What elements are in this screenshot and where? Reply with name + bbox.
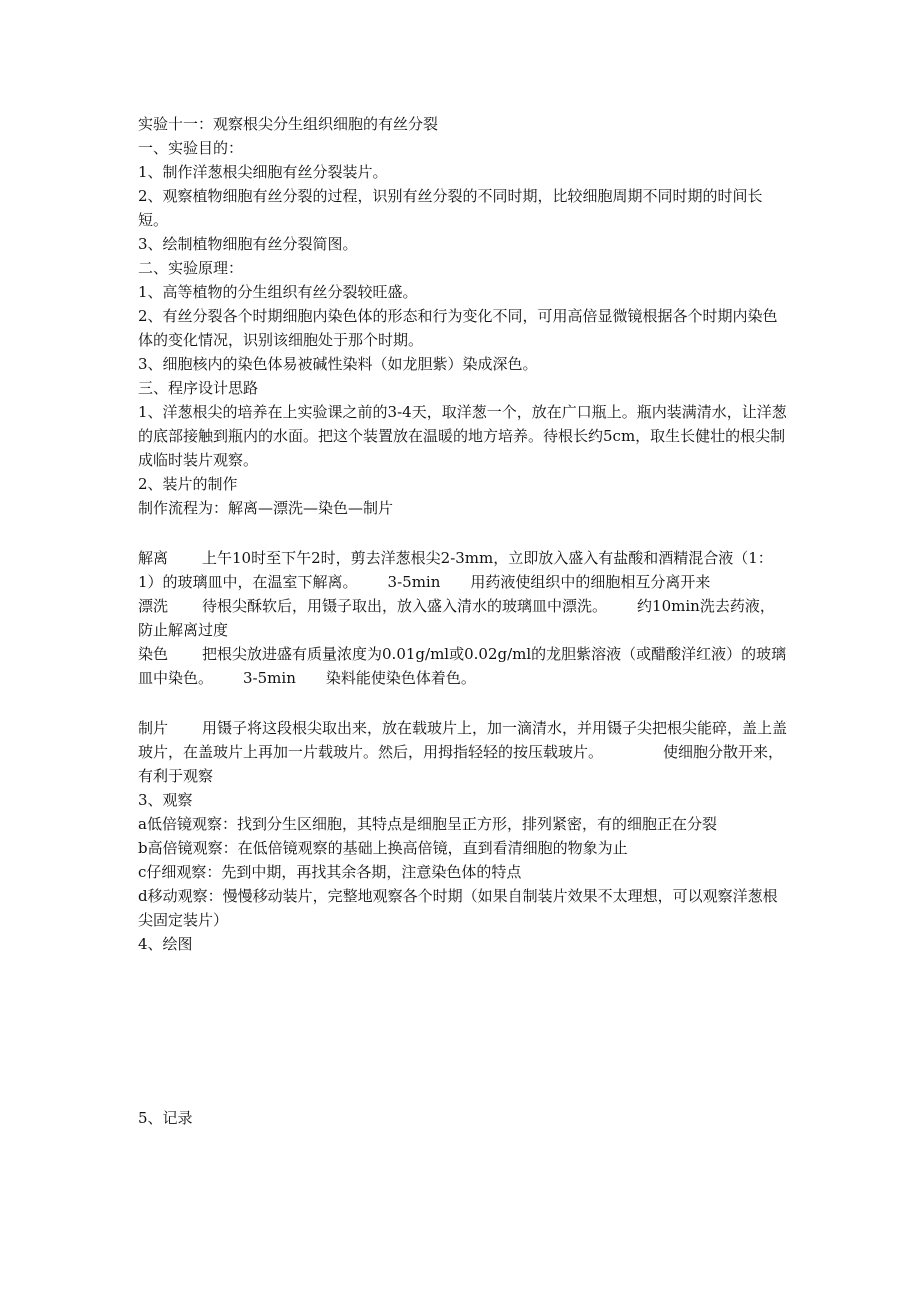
step-time: 约10min (637, 597, 700, 615)
slide-making-heading: 2、装片的制作 (138, 475, 238, 493)
doc-title: 实验十一：观察根尖分生组织细胞的有丝分裂 (138, 115, 439, 133)
step-purpose: 用药液使组织中的细胞相互分离开来 (470, 573, 711, 591)
step-name: 制片 (138, 719, 169, 737)
principle-item: 1、高等植物的分生组织有丝分裂较旺盛。 (138, 283, 418, 301)
drawing-blank-area (138, 956, 788, 1106)
step-dissociation (138, 546, 788, 594)
step-name: 漂洗 (138, 597, 169, 615)
principle-item: 2、有丝分裂各个时期细胞内染色体的形态和行为变化不同，可用高倍显微镜根据各个时期内染色体的变化情况，识别该细胞处于那个时期。 (138, 307, 778, 349)
step-purpose: 使细胞分散开来，有利于观察 (138, 743, 784, 785)
section-heading-principle: 二、实验原理： (138, 259, 244, 277)
step-name: 解离 (138, 549, 169, 567)
process-flow: 制作流程为：解离—漂洗—染色—制片 (138, 499, 394, 517)
cultivation-paragraph: 1、洋葱根尖的培养在上实验课之前的3-4天，取洋葱一个，放在广口瓶上。瓶内装满清水，让洋葱的底部接触到瓶内的水面。把这个装置放在温暖的地方培养。待根长约5cm，取生长健壮的根尖制成临时装片观察。 (138, 403, 787, 469)
step-purpose: 洗去药液，防止解离过度 (138, 597, 775, 639)
observation-heading: 3、观察 (138, 791, 193, 809)
step-time: 3-5min (243, 669, 296, 687)
step-purpose: 染料能使染色体着色。 (325, 669, 476, 687)
section-heading-design: 三、程序设计思路 (138, 379, 259, 397)
purpose-item: 3、绘制植物细胞有丝分裂简图。 (138, 235, 358, 253)
purpose-item: 2、观察植物细胞有丝分裂的过程，识别有丝分裂的不同时期，比较细胞周期不同时期的时间长短。 (138, 187, 763, 229)
observation-item: d移动观察：慢慢移动装片，完整地观察各个时期（如果自制装片效果不太理想，可以观察洋葱根尖固定装片） (138, 887, 778, 929)
step-text: 用镊子将这段根尖取出来，放在载玻片上，加一滴清水，并用镊子尖把根尖能碎，盖上盖玻片，在盖玻片上再加一片载玻片。然后，用拇指轻轻的按压载玻片。 (138, 719, 788, 761)
observation-item: b高倍镜观察：在低倍镜观察的基础上换高倍镜，直到看清细胞的物象为止 (138, 839, 628, 857)
step-text: 上午10时至下午2时，剪去洋葱根尖2-3mm，立即放入盛入有盐酸和酒精混合液（1：1）的玻璃皿中，在温室下解离。 (138, 549, 773, 591)
step-mounting (138, 716, 788, 788)
step-name: 染色 (138, 645, 169, 663)
observation-item: a低倍镜观察：找到分生区细胞，其特点是细胞呈正方形，排列紧密，有的细胞正在分裂 (138, 815, 717, 833)
step-time: 3-5min (387, 573, 441, 591)
step-staining (138, 642, 788, 690)
document-page (138, 112, 788, 1130)
section-heading-purpose: 一、实验目的： (138, 139, 244, 157)
principle-item: 3、细胞核内的染色体易被碱性染料（如龙胆紫）染成深色。 (138, 355, 538, 373)
drawing-heading: 4、绘图 (138, 935, 193, 953)
observation-item: c仔细观察：先到中期，再找其余各期，注意染色体的特点 (138, 863, 522, 881)
purpose-item: 1、制作洋葱根尖细胞有丝分裂装片。 (138, 163, 388, 181)
record-heading: 5、记录 (138, 1109, 193, 1127)
step-rinsing (138, 594, 788, 642)
step-text: 待根尖酥软后，用镊子取出，放入盛入清水的玻璃皿中漂洗。 (202, 597, 608, 615)
step-text: 把根尖放进盛有质量浓度为0.01g/ml或0.02g/ml的龙胆紫溶液（或醋酸洋红液）的玻璃皿中染色。 (138, 645, 787, 687)
